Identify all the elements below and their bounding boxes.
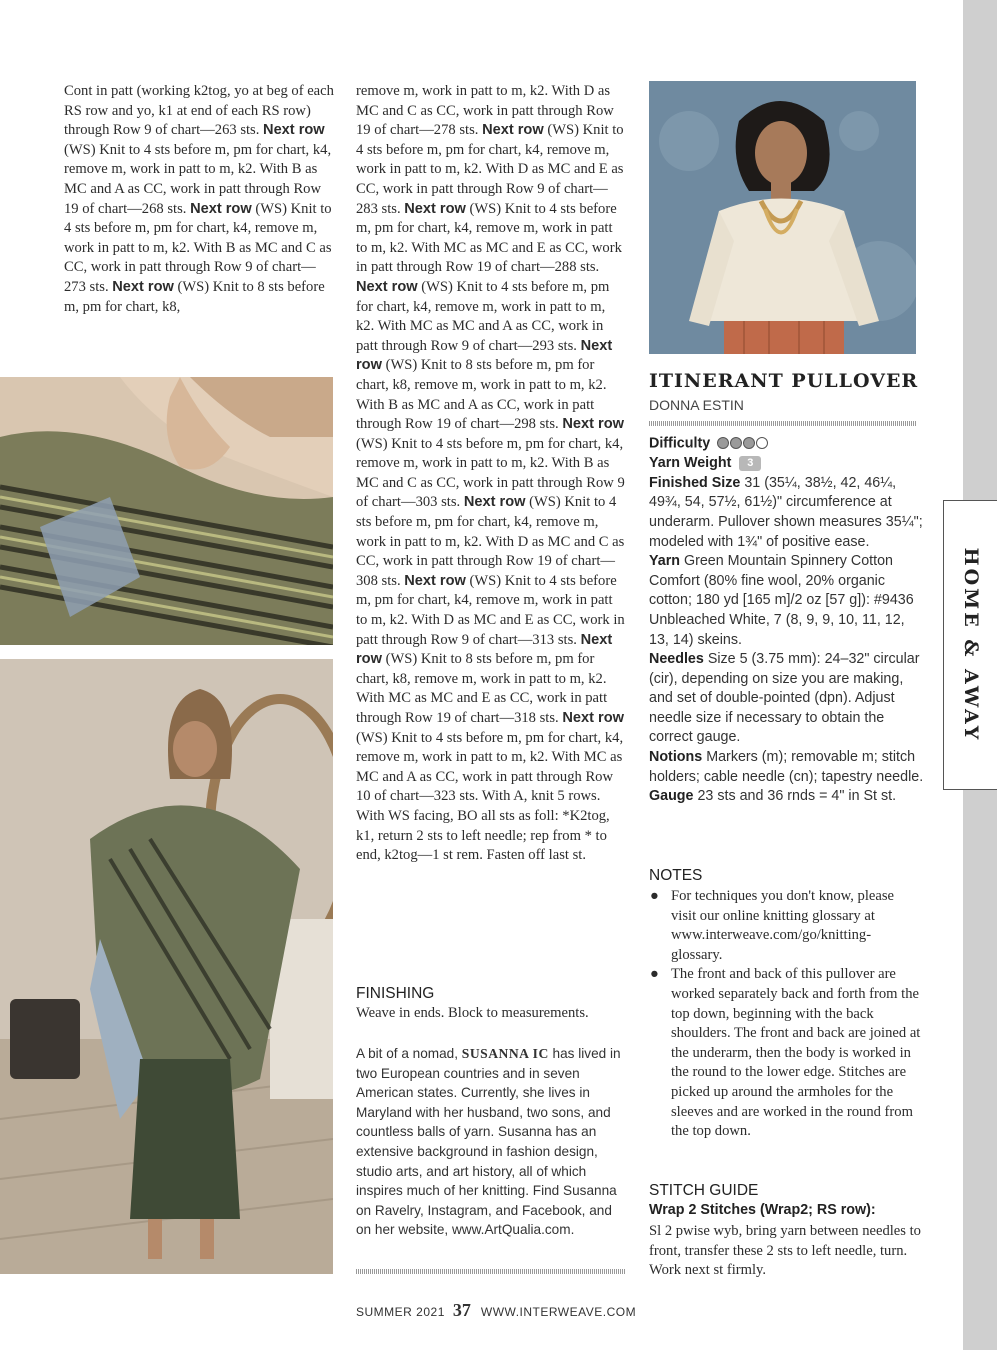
note-item <box>649 965 921 1141</box>
finished-size-row <box>649 474 924 552</box>
stitch-guide-heading: STITCH GUIDE <box>649 1182 759 1199</box>
pattern-title: ITINERANT PULLOVER <box>649 370 919 392</box>
column-2-rule <box>356 1269 626 1274</box>
yarn-label: Yarn <box>649 553 680 570</box>
bio-name: SUSANNA IC <box>461 1046 549 1061</box>
bio-intro: A bit of a nomad, <box>356 1046 462 1061</box>
next-row-leadin: Next row <box>356 631 613 668</box>
pattern-text-column-2 <box>356 82 626 866</box>
yarn-weight-row <box>649 454 924 474</box>
difficulty-dot-icon <box>717 437 729 449</box>
next-row-leadin: Next row <box>404 572 466 589</box>
bio-rest: has lived in two European countries and in seven American states. Currently, she lives in Maryland with her husband, two sons, and countless balls of yarn. Susanna has an extensive background in fashion design, studio arts, and art history, all of which inspires much of her knitting. Find Susanna on Ravelry, Instagram, and Facebook, and on her website, www.ArtQualia.com. <box>356 1046 621 1238</box>
pattern-text-run: (WS) Knit to 8 sts before m, pm for chart, k8, remove m, work in patt to m, k2. With B as MC and A as CC, work in patt through Row 19 of chart—298 sts. <box>356 357 607 433</box>
notes-list <box>649 887 921 1142</box>
yarn-row <box>649 552 924 650</box>
difficulty-rating <box>717 434 769 454</box>
page-number: 37 <box>452 1300 471 1320</box>
note-text: For techniques you don't know, please visit our online knitting glossary at www.interweave.com/go/knitting-glossary. <box>671 888 894 963</box>
difficulty-label: Difficulty <box>649 435 711 452</box>
pattern-text-run: (WS) Knit to 4 sts before m, pm for chart, k4, remove m, work in patt to m, k2. With D as MC and C as CC, work in patt through Row 19 of chart—308 sts. <box>356 494 625 589</box>
footer-site: WWW.INTERWEAVE.COM <box>480 1305 637 1319</box>
pattern-text-run: (WS) Knit to 4 sts before m, pm for chart, k4, remove m, work in patt to m, k2. With D as MC and E as CC, work in patt through Row 9 of chart—283 sts. <box>356 122 624 217</box>
notes-heading: NOTES <box>649 867 703 884</box>
bullet-icon: ● <box>650 888 659 904</box>
difficulty-dot-icon <box>730 437 742 449</box>
notions-row <box>649 748 924 787</box>
finishing-heading: FINISHING <box>356 985 435 1002</box>
next-row-leadin: Next row <box>112 278 174 295</box>
pattern-text-run: Cont in patt (working k2tog, yo at beg of each RS row and yo, k1 at end of each RS row) through Row 9 of chart—263 sts. <box>64 83 334 139</box>
section-tab-label: HOME & AWAY <box>959 547 982 743</box>
next-row-leadin: Next row <box>463 494 526 511</box>
difficulty-dot-icon <box>756 437 768 449</box>
needles-text: Size 5 (3.75 mm): 24–32" circular (cir), depending on size you are making, and set of double-pointed (dpn). Adjust needle size if necessary to obtain the correct gauge. <box>649 651 920 746</box>
finished-size-label: Finished Size <box>649 474 741 491</box>
needles-label: Needles <box>649 651 704 668</box>
title-rule <box>649 421 916 426</box>
pattern-text-run: (WS) Knit to 4 sts before m, pm for chart, k4, remove m, work in patt to m, k2. With B as MC and A as CC, work in patt through Row 19 of chart—268 sts. <box>64 141 332 217</box>
pattern-text-run: (WS) Knit to 4 sts before m, pm for chart, k4, remove m, work in patt to m, k2. With B as MC and C as CC, work in patt through Row 9 of chart—303 sts. <box>356 435 625 511</box>
designer-bio <box>356 1044 628 1240</box>
pattern-text-run: (WS) Knit to 4 sts before m, pm for chart, k4, remove m, work in patt to m, k2. With B as MC and C as CC, work in patt through Row 9 of chart—273 sts. <box>64 200 332 295</box>
next-row-leadin: Next row <box>404 200 466 217</box>
pattern-text-run: remove m, work in patt to m, k2. With D as MC and C as CC, work in patt through Row 19 of chart—278 sts. <box>356 83 614 139</box>
pattern-text-run: (WS) Knit to 8 sts before m, pm for chart, k8, remove m, work in patt to m, k2. With MC as MC and E as CC, work in patt through Row 19 of chart—318 sts. <box>356 651 608 726</box>
next-row-leadin: Next row <box>562 710 624 726</box>
next-row-leadin: Next row <box>482 122 544 139</box>
pullover-model-photo <box>649 81 916 354</box>
difficulty-dot-icon <box>743 437 755 449</box>
notions-text: Markers (m); removable m; stitch holders; cable needle (cn); tapestry needle. <box>649 749 924 785</box>
yarn-weight-badge: 3 <box>739 456 761 471</box>
gauge-row <box>649 787 924 807</box>
next-row-leadin: Next row <box>356 278 418 295</box>
shawl-model-photo <box>0 659 333 1274</box>
page-footer <box>356 1300 636 1321</box>
finished-size-text: 31 (35¼, 38½, 42, 46¼, 49¾, 54, 57½, 61½)" circumference at underarm. Pullover shown measures 35¼"; modeled with 1¾" of positive ease. <box>649 474 923 550</box>
section-tab[interactable] <box>943 500 997 790</box>
pattern-designer: DONNA ESTIN <box>649 397 744 413</box>
stitch-guide-body: Sl 2 pwise wyb, bring yarn between needles to front, transfer these 2 sts to left needle, turn. Work next st firmly. <box>649 1223 921 1279</box>
pattern-text-run: (WS) Knit to 4 sts before m, pm for chart, k4, remove m, work in patt to m, k2. With D as MC and E as CC, work in patt through Row 9 of chart—313 sts. <box>356 572 625 648</box>
next-row-leadin: Next row <box>263 122 325 139</box>
pattern-text-run: (WS) Knit to 4 sts before m, pm for chart, k4, remove m, work in patt to m, k2. With MC as MC and A as CC, work in patt through Row 10 of chart—323 sts. With A, knit 5 rows. With WS facing, BO all sts as foll: *K2tog, k1, return 2 sts to left needle; rep from * to end, k2tog—1 st rem. Fasten off last st. <box>356 729 624 864</box>
pattern-text-run: (WS) Knit to 4 sts before m, pm for chart, k4, remove m, work in patt to m, k2. With MC as MC and E as CC, work in patt through Row 19 of chart—288 sts. <box>356 200 622 276</box>
yarn-weight-label: Yarn Weight <box>649 455 732 472</box>
next-row-leadin: Next row <box>190 200 252 217</box>
gauge-text: 23 sts and 36 rnds = 4" in St st. <box>693 788 897 805</box>
footer-issue: SUMMER 2021 <box>356 1305 445 1319</box>
next-row-leadin: Next row <box>356 337 613 374</box>
needles-row <box>649 650 924 748</box>
shawl-closeup-photo <box>0 377 333 645</box>
finishing-body: Weave in ends. Block to measurements. <box>356 1005 589 1021</box>
note-item <box>649 887 921 965</box>
stitch-guide-subheading: Wrap 2 Stitches (Wrap2; RS row): <box>649 1202 876 1218</box>
gauge-label: Gauge <box>649 788 694 805</box>
pattern-text-run: (WS) Knit to 8 sts before m, pm for chart, k8, <box>64 278 325 315</box>
yarn-text: Green Mountain Spinnery Cotton Comfort (80% fine wool, 20% organic cotton; 180 yd [165 m]/2 oz [57 g]): #9436 Unbleached White, 7 (8, 9, 9, 10, 11, 12, 13, 14) skeins. <box>649 553 914 648</box>
pattern-specs <box>649 434 924 807</box>
notions-label: Notions <box>649 749 703 766</box>
next-row-leadin: Next row <box>562 416 624 433</box>
note-text: The front and back of this pullover are worked separately back and forth from the top down, beginning with the back shoulders. The front and back are joined at the underarm, then the body is worked in the round to the lower edge. Stitches are picked up around the armholes for the sleeves and are worked in the round from the top down. <box>671 966 921 1140</box>
pattern-text-run: (WS) Knit to 4 sts before m, pm for chart, k4, remove m, work in patt to m, k2. With MC as MC and A as CC, work in patt through Row 9 of chart—293 sts. <box>356 278 610 354</box>
pattern-text-column-1 <box>64 82 334 317</box>
difficulty-row <box>649 434 924 454</box>
bullet-icon: ● <box>650 966 659 983</box>
